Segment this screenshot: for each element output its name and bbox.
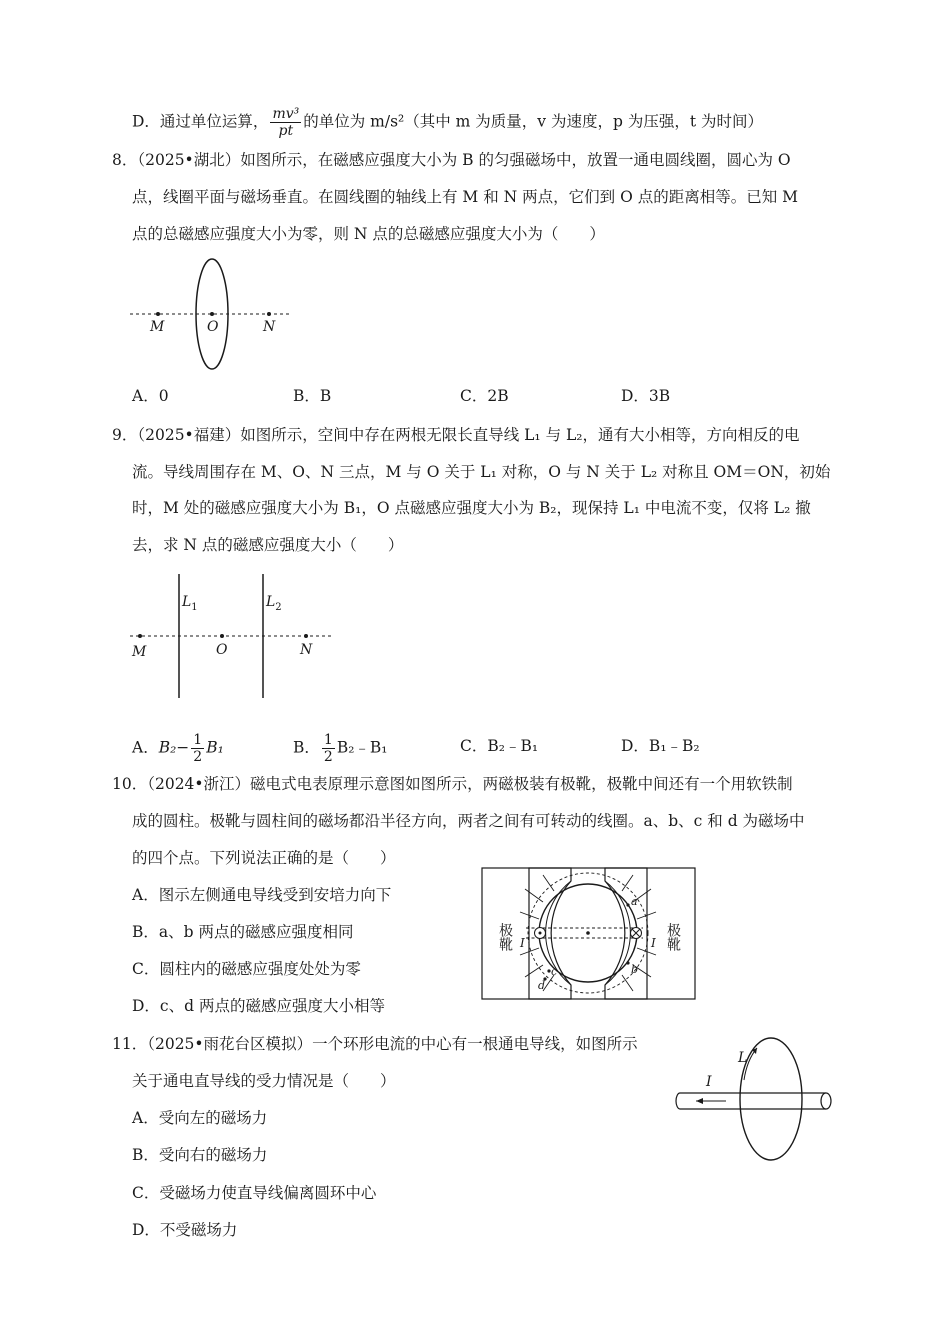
q10-label-right-pole: 极靴 (665, 923, 681, 951)
q9-stem-line-4: 去，求 N 点的磁感应强度大小（ ） (132, 536, 404, 554)
q8-point-o (210, 312, 214, 316)
q10-stem-line-1: 10．（2024•浙江）磁电式电表原理示意图如图所示，两磁极装有极靴，极靴中间还有一个用软铁制 (112, 775, 793, 793)
q9-option-b-right: B₂﹣B₁ (336, 738, 388, 757)
q10-label-d: d (538, 979, 546, 992)
q9-point-m (138, 634, 142, 638)
q10-option-b: B．a、b 两点的磁感应强度相同 (132, 923, 354, 941)
q11-ring-right-half (771, 1038, 802, 1160)
q9-label-o: O (216, 642, 228, 658)
q8-option-a: A．0 (132, 387, 169, 405)
q11-rod-left-end (676, 1093, 680, 1109)
q11-label-i: I (706, 1074, 712, 1090)
q9-option-c: C．B₂﹣B₁ (460, 737, 539, 755)
q9-option-a-fraction (191, 732, 204, 765)
q9-b-frac-den: 2 (323, 749, 333, 765)
q8-option-b: B．B (293, 387, 332, 405)
q9-option-b-fraction (322, 732, 335, 765)
q10-left-arc (546, 881, 571, 985)
q11-stem-line-1: 11．（2025•雨花台区模拟）一个环形电流的中心有一根通电导线，如图所示 (112, 1035, 638, 1053)
q9-a-frac-num: 1 (193, 732, 203, 748)
q9-label-l2: $L_2$ (266, 594, 282, 613)
q9-option-a-right: B₁ (206, 738, 224, 757)
q9-figure (125, 570, 345, 710)
q11-rod-right-end (821, 1093, 831, 1109)
q8-stem-line-3: 点的总磁感应强度大小为零，则 N 点的总磁感应强度大小为（ ） (132, 225, 605, 243)
q9-a-frac-den: 2 (193, 749, 203, 765)
q9-option-a (132, 732, 224, 765)
q10-label-a: a (631, 895, 638, 908)
q7-frac-numerator: mv³ (272, 106, 300, 122)
q9-point-n (304, 634, 308, 638)
q8-label-m: M (150, 319, 165, 335)
q10-figure (481, 867, 697, 1001)
q7-frac-denominator: pt (278, 123, 294, 139)
q9-stem-line-1: 9．（2025•福建）如图所示，空间中存在两根无限长直导线 L₁ 与 L₂，通有大小相等，方向相反的电 (112, 426, 800, 444)
q10-stem-line-3: 的四个点。下列说法正确的是（ ） (132, 849, 396, 867)
q8-figure (120, 255, 300, 405)
q7-option-d (132, 106, 763, 139)
q9-label-l1: $L_1$ (182, 594, 198, 613)
q10-label-i-right: I (651, 936, 656, 950)
q8-point-n (267, 312, 271, 316)
q9-option-d: D．B₁﹣B₂ (621, 737, 700, 755)
q10-option-a: A．图示左侧通电导线受到安培力向下 (132, 886, 392, 904)
q10-option-c: C．圆柱内的磁感应强度处处为零 (132, 960, 361, 978)
q9-point-o (220, 634, 224, 638)
q11-option-c: C．受磁场力使直导线偏离圆环中心 (132, 1184, 377, 1202)
q7-option-d-fraction (270, 106, 301, 139)
q9-option-a-prefix: A． (132, 738, 159, 757)
q8-option-c: C．2B (460, 387, 509, 405)
q7-option-d-prefix: D．通过单位运算， (132, 112, 269, 131)
q10-option-d: D．c、d 两点的磁感应强度大小相等 (132, 997, 385, 1015)
q9-stem-line-3: 时，M 处的磁感应强度大小为 B₁，O 点磁感应强度大小为 B₂，现保持 L₁ 中电流不变，仅将 L₂ 撤 (132, 499, 811, 517)
q10-stem-line-2: 成的圆柱。极靴与圆柱间的磁场都沿半径方向，两者之间有可转动的线圈。a、b、c 和 d 为磁场中 (132, 812, 805, 830)
q11-option-a: A．受向左的磁场力 (132, 1109, 268, 1127)
q9-stem-line-2: 流。导线周围存在 M、O、N 三点，M 与 O 关于 L₁ 对称，O 与 N 关于 L₂ 对称且 OM＝ON，初始 (132, 463, 831, 481)
q10-label-c: c (551, 965, 558, 978)
q9-option-b-prefix: B． (293, 738, 320, 757)
q9-option-a-left: B₂− (158, 738, 190, 757)
q9-option-b (293, 732, 388, 765)
q10-point-a (626, 903, 629, 906)
q9-b-frac-num: 1 (323, 732, 333, 748)
q8-point-m (156, 312, 160, 316)
q10-left-current-dot-center (539, 932, 542, 935)
q11-stem-line-2: 关于通电直导线的受力情况是（ ） (132, 1072, 396, 1090)
q8-stem-line-2: 点，线圈平面与磁场垂直。在圆线圈的轴线上有 M 和 N 两点，它们到 O 点的距离相等。已知 M (132, 188, 799, 206)
q11-rod-current-arrowhead (696, 1098, 703, 1104)
q9-label-m: M (132, 644, 147, 660)
q8-label-o: O (207, 319, 219, 335)
q7-option-d-suffix: 的单位为 m/s²（其中 m 为质量，v 为速度，p 为压强，t 为时间） (303, 112, 763, 131)
q10-center-point (586, 931, 590, 935)
q11-option-b: B．受向右的磁场力 (132, 1146, 268, 1164)
q9-label-n: N (300, 642, 313, 658)
q10-right-arc (605, 881, 630, 985)
q10-label-i-left: I (520, 936, 525, 950)
q10-point-b (626, 961, 629, 964)
q11-label-l: L (738, 1050, 748, 1066)
q11-option-d: D．不受磁场力 (132, 1221, 238, 1239)
q10-label-left-pole: 极靴 (497, 923, 513, 951)
q8-option-d: D．3B (621, 387, 671, 405)
q8-stem-line-1: 8．（2025•湖北）如图所示，在磁感应强度大小为 B 的匀强磁场中，放置一通电圆线圈，圆心为 O (112, 151, 791, 169)
q8-label-n: N (263, 319, 276, 335)
q11-figure (672, 1036, 842, 1166)
q10-label-b: b (631, 963, 639, 976)
